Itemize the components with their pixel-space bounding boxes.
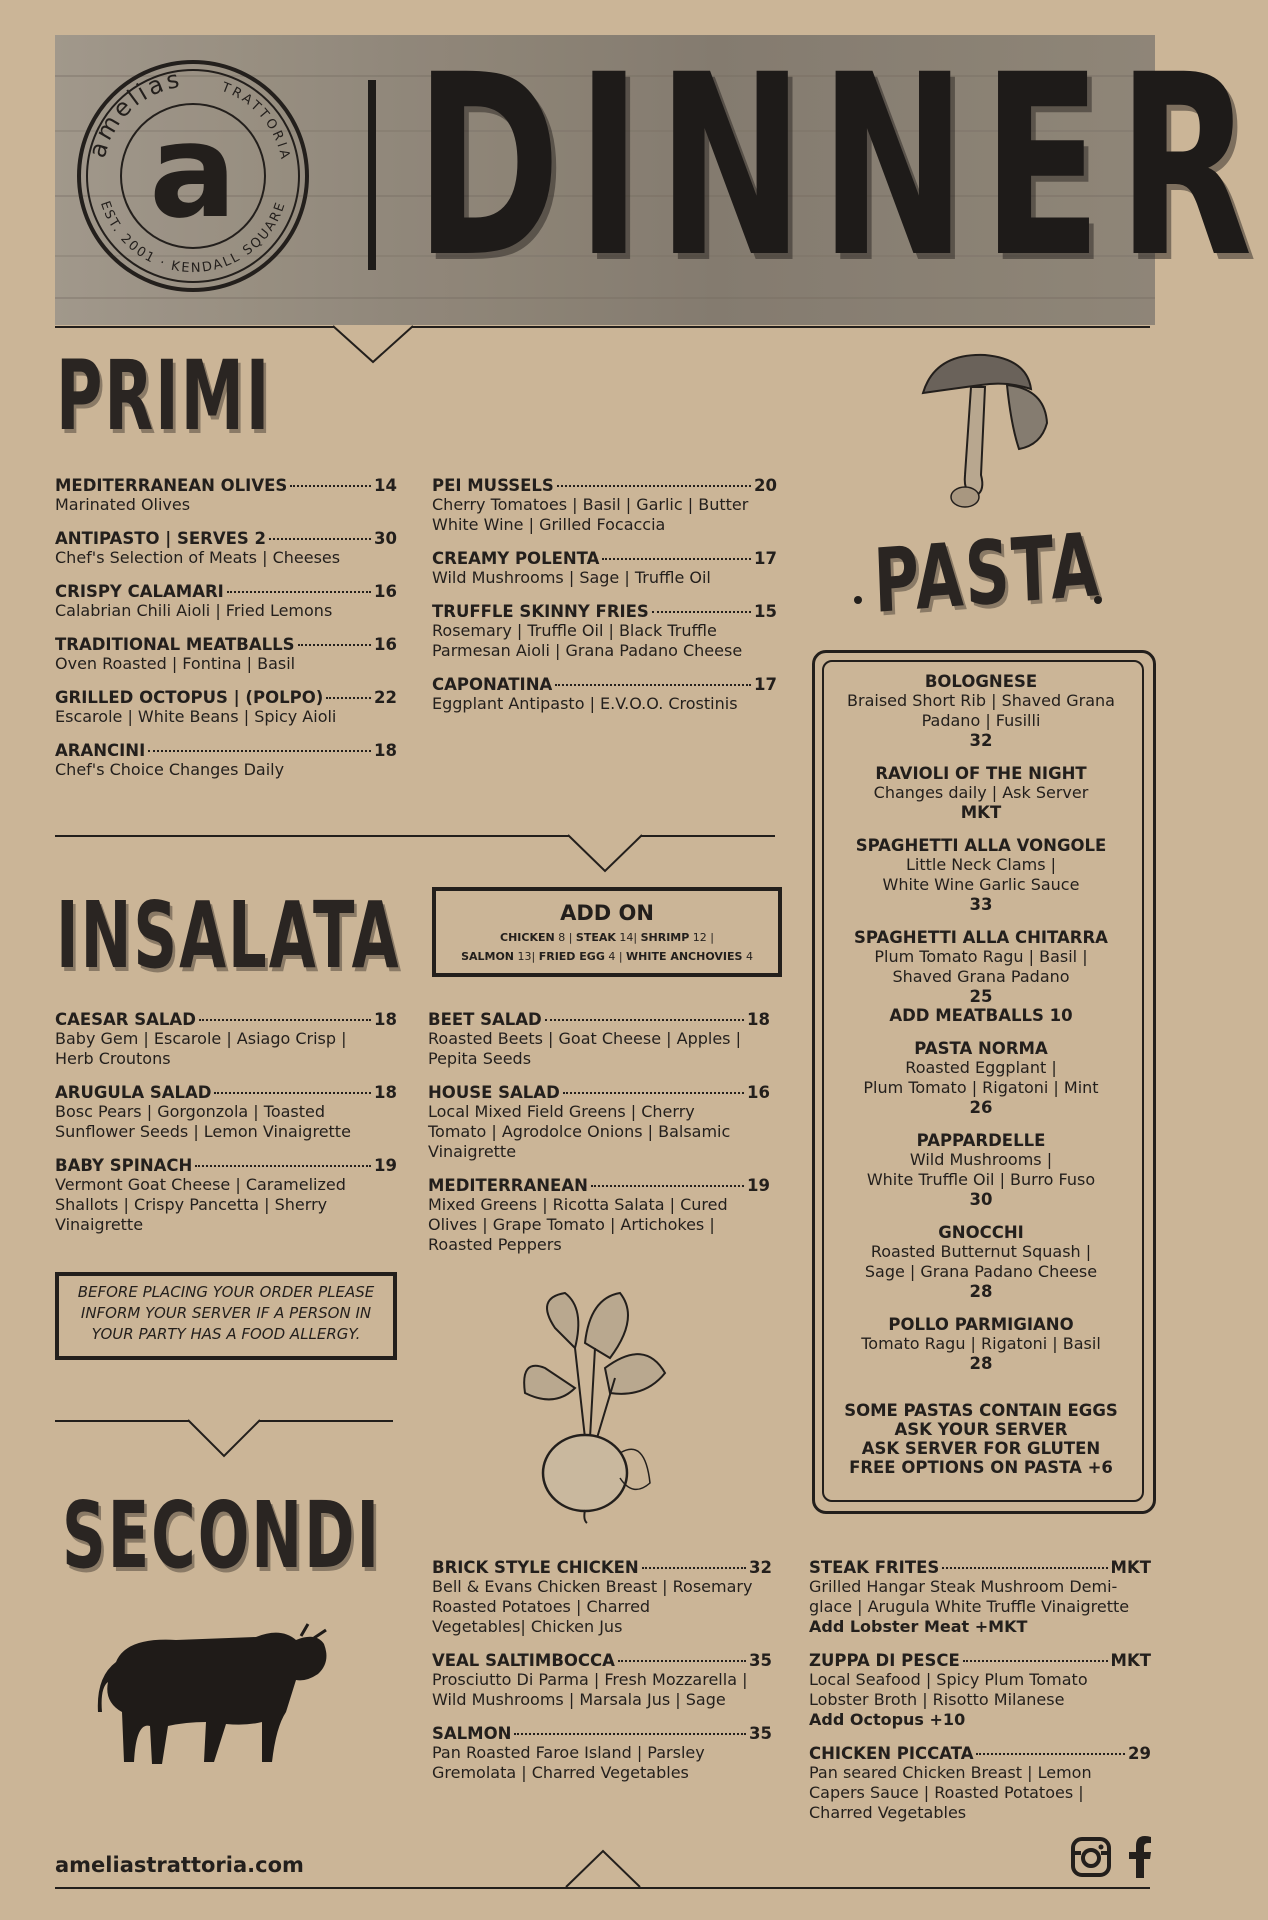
item-price: 29 [1128, 1744, 1151, 1763]
item-price: 16 [747, 1083, 770, 1102]
menu-item [55, 582, 397, 621]
menu-item [55, 1083, 397, 1142]
item-desc: Changes daily | Ask Server [873, 783, 1089, 802]
pasta-note-line: ASK YOUR SERVER [894, 1420, 1068, 1439]
item-price: MKT [1110, 1651, 1151, 1670]
item-desc: Vegetables| Chicken Jus [432, 1617, 623, 1636]
item-desc: Baby Gem | Escarole | Asiago Crisp | [55, 1029, 347, 1048]
item-name: MEDITERRANEAN OLIVES [55, 476, 288, 495]
item-desc: Sunflower Seeds | Lemon Vinaigrette [55, 1122, 351, 1141]
item-desc: Chef's Choice Changes Daily [55, 760, 285, 779]
header-rule [55, 326, 1150, 328]
item-name: CAPONATINA [432, 675, 553, 694]
logo-name: amelias [83, 64, 185, 161]
item-name: BOLOGNESE [924, 672, 1038, 691]
chevron-down-icon [568, 835, 642, 873]
item-price: 30 [969, 1190, 993, 1209]
item-price: 14 [374, 476, 397, 495]
primi-right-column [432, 476, 777, 728]
item-desc: Roasted Beets | Goat Cheese | Apples | [428, 1029, 741, 1048]
item-desc: Braised Short Rib | Shaved Grana [847, 691, 1115, 710]
insalata-left-column [55, 1010, 397, 1249]
facebook-icon[interactable] [1128, 1836, 1152, 1878]
item-desc: Grilled Hangar Steak Mushroom Demi- [809, 1577, 1118, 1596]
item-name: SPAGHETTI ALLA VONGOLE [855, 836, 1107, 855]
item-name: BRICK STYLE CHICKEN [432, 1558, 639, 1577]
item-desc: Herb Croutons [55, 1049, 171, 1068]
allergy-line: BEFORE PLACING YOUR ORDER PLEASE [77, 1283, 375, 1301]
pasta-note-line: SOME PASTAS CONTAIN EGGS [844, 1401, 1118, 1420]
item-desc: Roasted Butternut Squash | [870, 1242, 1092, 1261]
item-desc: White Wine Garlic Sauce [882, 875, 1080, 894]
beet-illustration-icon [515, 1288, 675, 1523]
item-desc: Capers Sauce | Roasted Potatoes | [809, 1783, 1084, 1802]
item-price: 15 [754, 602, 777, 621]
item-extra: Add Lobster Meat +MKT [809, 1617, 1028, 1636]
allergy-notice [55, 1272, 397, 1360]
item-extra: Add Octopus +10 [809, 1710, 966, 1729]
item-price: 32 [969, 731, 993, 750]
item-desc: Shallots | Crispy Pancetta | Sherry [55, 1195, 328, 1214]
insalata-right-column [428, 1010, 770, 1269]
menu-item [432, 549, 777, 588]
logo-bottom-text: EST. 2001 · KENDALL SQUARE [96, 199, 290, 277]
item-desc: White Truffle Oil | Burro Fuso [866, 1170, 1096, 1189]
item-desc: Escarole | White Beans | Spicy Aioli [55, 707, 337, 726]
restaurant-logo [75, 58, 311, 294]
item-desc: Prosciutto Di Parma | Fresh Mozzarella | [432, 1670, 748, 1689]
item-desc: Bell & Evans Chicken Breast | Rosemary [432, 1577, 753, 1596]
item-price: MKT [1110, 1558, 1151, 1577]
logo-sub: TRATTORIA [219, 80, 293, 164]
item-name: STEAK FRITES [809, 1558, 940, 1577]
pasta-list [820, 672, 1142, 1477]
item-desc: Vinaigrette [428, 1142, 517, 1161]
secondi-middle-column [432, 1558, 772, 1797]
title-divider [368, 80, 376, 270]
item-desc: Vermont Goat Cheese | Caramelized [55, 1175, 346, 1194]
item-desc: Lobster Broth | Risotto Milanese [809, 1690, 1065, 1709]
item-price: 26 [969, 1098, 993, 1117]
pasta-note-line: ASK SERVER FOR GLUTEN [861, 1439, 1101, 1458]
item-extra: ADD MEATBALLS 10 [889, 1006, 1073, 1025]
item-desc: Gremolata | Charred Vegetables [432, 1763, 689, 1782]
allergy-line: YOUR PARTY HAS A FOOD ALLERGY. [91, 1325, 361, 1343]
item-desc: Tomato | Agrodolce Onions | Balsamic [428, 1122, 731, 1141]
menu-item [432, 602, 777, 661]
mushroom-illustration-icon [915, 345, 1055, 520]
pasta-item [820, 672, 1142, 750]
item-price: 20 [754, 476, 777, 495]
section-title-secondi: SECONDI [62, 1482, 382, 1589]
item-desc: Roasted Peppers [428, 1235, 562, 1254]
item-desc: Padano | Fusilli [921, 711, 1041, 730]
item-price: 33 [969, 895, 993, 914]
item-desc: Wild Mushrooms | Marsala Jus | Sage [432, 1690, 726, 1709]
chevron-up-icon [566, 1850, 640, 1888]
menu-item [432, 1651, 772, 1710]
logo-letter: a [149, 95, 237, 247]
item-desc: Mixed Greens | Ricotta Salata | Cured [428, 1195, 728, 1214]
item-name: HOUSE SALAD [428, 1083, 560, 1102]
menu-item [55, 1156, 397, 1235]
menu-item [809, 1744, 1151, 1823]
item-desc: Shaved Grana Padano [892, 967, 1070, 986]
page-title: DINNER [415, 21, 1268, 312]
section-title-insalata: INSALATA [56, 882, 401, 989]
website-link[interactable]: ameliastrattoria.com [55, 1853, 304, 1877]
item-price: 18 [747, 1010, 770, 1029]
pasta-note [820, 1401, 1142, 1477]
item-desc: Roasted Eggplant | [905, 1058, 1057, 1077]
item-name: GNOCCHI [938, 1223, 1024, 1242]
item-price: 16 [374, 582, 397, 601]
menu-item [55, 476, 397, 515]
item-name: ANTIPASTO | SERVES 2 [55, 529, 267, 548]
menu-item [432, 1724, 772, 1783]
menu-item [809, 1558, 1151, 1637]
secondi-right-column [809, 1558, 1151, 1837]
menu-item [432, 1558, 772, 1637]
item-desc: Charred Vegetables [809, 1803, 967, 1822]
item-desc: Olives | Grape Tomato | Artichokes | [428, 1215, 715, 1234]
item-desc: Local Seafood | Spicy Plum Tomato [809, 1670, 1088, 1689]
item-name: BEET SALAD [428, 1010, 542, 1029]
menu-item [809, 1651, 1151, 1730]
item-name: SALMON [432, 1724, 512, 1743]
item-desc: White Wine | Grilled Focaccia [432, 515, 666, 534]
item-name: PEI MUSSELS [432, 476, 554, 495]
item-desc: Tomato Ragu | Rigatoni | Basil [861, 1334, 1101, 1353]
section-title-primi: PRIMI [56, 340, 272, 452]
item-desc: Plum Tomato Ragu | Basil | [874, 947, 1088, 966]
item-price: 22 [374, 688, 397, 707]
item-name: MEDITERRANEAN [428, 1176, 588, 1195]
item-name: BABY SPINACH [55, 1156, 193, 1175]
primi-left-column [55, 476, 397, 794]
pasta-item [820, 764, 1142, 822]
item-price: 30 [374, 529, 397, 548]
pasta-item [820, 928, 1142, 1025]
add-on-box [432, 887, 782, 977]
item-name: RAVIOLI OF THE NIGHT [875, 764, 1087, 783]
item-price: 28 [969, 1354, 993, 1373]
pasta-item [820, 1131, 1142, 1209]
item-price: 18 [374, 1010, 397, 1029]
bull-illustration-icon [96, 1622, 332, 1772]
item-price: 25 [969, 987, 993, 1006]
item-desc: Eggplant Antipasto | E.V.O.O. Crostinis [432, 694, 738, 713]
add-on-line-1: CHICKEN 8 | STEAK 14| SHRIMP 12 | [500, 931, 714, 944]
menu-item [428, 1083, 770, 1162]
item-desc: Rosemary | Truffle Oil | Black Truffle [432, 621, 717, 640]
pasta-item [820, 1039, 1142, 1117]
item-desc: Pan seared Chicken Breast | Lemon [809, 1763, 1092, 1782]
item-name: CHICKEN PICCATA [809, 1744, 974, 1763]
item-desc: Bosc Pears | Gorgonzola | Toasted [55, 1102, 326, 1121]
item-desc: Chef's Selection of Meats | Cheeses [55, 548, 341, 567]
item-name: TRUFFLE SKINNY FRIES [432, 602, 649, 621]
instagram-icon[interactable] [1071, 1837, 1111, 1877]
item-desc: Oven Roasted | Fontina | Basil [55, 654, 296, 673]
item-name: VEAL SALTIMBOCCA [432, 1651, 615, 1670]
item-price: 35 [749, 1724, 772, 1743]
menu-item [55, 741, 397, 780]
menu-item [432, 476, 777, 535]
menu-item [55, 688, 397, 727]
item-price: 28 [969, 1282, 993, 1301]
item-desc: Wild Mushrooms | Sage | Truffle Oil [432, 568, 711, 587]
item-desc: Marinated Olives [55, 495, 191, 514]
pasta-note-line: FREE OPTIONS ON PASTA +6 [849, 1458, 1113, 1477]
pasta-item [820, 1315, 1142, 1373]
item-desc: Wild Mushrooms | [909, 1150, 1053, 1169]
item-price: 18 [374, 1083, 397, 1102]
item-price: 16 [374, 635, 397, 654]
item-desc: Pan Roasted Faroe Island | Parsley [432, 1743, 705, 1762]
item-name: TRADITIONAL MEATBALLS [55, 635, 295, 654]
item-desc: Sage | Grana Padano Cheese [864, 1262, 1098, 1281]
section-title-pasta: PASTA [872, 513, 1103, 633]
allergy-line: INFORM YOUR SERVER IF A PERSON IN [80, 1304, 372, 1322]
menu-item [55, 635, 397, 674]
pasta-item [820, 1223, 1142, 1301]
item-price: 18 [374, 741, 397, 760]
chevron-down-icon [333, 326, 413, 364]
item-price: 19 [747, 1176, 770, 1195]
item-desc: Vinaigrette [55, 1215, 144, 1234]
add-on-title: ADD ON [560, 901, 654, 925]
menu-item [428, 1176, 770, 1255]
chevron-down-icon [188, 1420, 260, 1458]
item-name: SPAGHETTI ALLA CHITARRA [854, 928, 1108, 947]
item-price: 17 [754, 549, 777, 568]
item-price: 19 [374, 1156, 397, 1175]
menu-item [428, 1010, 770, 1069]
pasta-item [820, 836, 1142, 914]
item-price: 17 [754, 675, 777, 694]
item-desc: Pepita Seeds [428, 1049, 532, 1068]
add-on-line-2: SALMON 13| FRIED EGG 4 | WHITE ANCHOVIES 4 [461, 950, 753, 963]
item-desc: Little Neck Clams | [905, 855, 1057, 874]
menu-item [55, 1010, 397, 1069]
menu-item [432, 675, 777, 714]
item-name: CAESAR SALAD [55, 1010, 196, 1029]
item-name: PASTA NORMA [914, 1039, 1048, 1058]
menu-item [55, 529, 397, 568]
item-desc: Local Mixed Field Greens | Cherry [428, 1102, 695, 1121]
item-desc: Cherry Tomatoes | Basil | Garlic | Butter [432, 495, 749, 514]
item-desc: Calabrian Chili Aioli | Fried Lemons [55, 601, 333, 620]
item-name: ARANCINI [55, 741, 146, 760]
item-price: 35 [749, 1651, 772, 1670]
item-name: CRISPY CALAMARI [55, 582, 224, 601]
item-price: MKT [960, 803, 1002, 822]
item-name: ZUPPA DI PESCE [809, 1651, 960, 1670]
item-price: 32 [749, 1558, 772, 1577]
item-name: ARUGULA SALAD [55, 1083, 212, 1102]
item-desc: Roasted Potatoes | Charred [432, 1597, 651, 1616]
item-name: PAPPARDELLE [916, 1131, 1046, 1150]
item-desc: Plum Tomato | Rigatoni | Mint [863, 1078, 1099, 1097]
item-name: POLLO PARMIGIANO [888, 1315, 1074, 1334]
item-desc: glace | Arugula White Truffle Vinaigrette [809, 1597, 1130, 1616]
primi-rule [55, 835, 775, 837]
item-name: GRILLED OCTOPUS | (POLPO) [55, 688, 324, 707]
item-desc: Parmesan Aioli | Grana Padano Cheese [432, 641, 743, 660]
item-name: CREAMY POLENTA [432, 549, 600, 568]
